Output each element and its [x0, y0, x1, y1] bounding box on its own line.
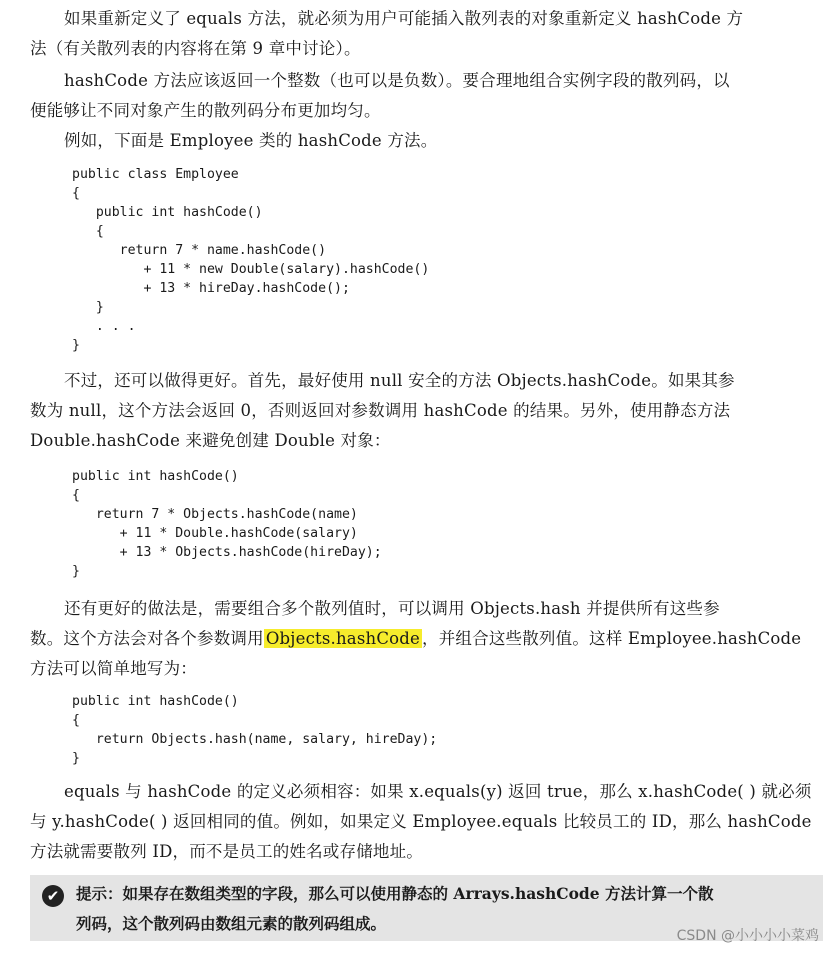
paragraph-text: 数。这个方法会对各个参数调用 — [30, 629, 264, 648]
paragraph-equals-consistency — [30, 777, 820, 867]
paragraph-line: 方法就需要散列 ID，而不是员工的姓名或存储地址。 — [30, 842, 423, 861]
paragraph-line — [30, 624, 820, 654]
paragraph-text: ，并组合这些散列值。这样 Employee.hashCode — [422, 629, 802, 648]
highlighted-text: Objects.hashCode — [265, 629, 421, 648]
paragraph-line: 如果重新定义了 equals 方法，就必须为用户可能插入散列表的对象重新定义 hashCode 方 — [64, 9, 744, 28]
paragraph-objects-hashcode — [30, 366, 820, 456]
paragraph-hashcode-return — [30, 66, 820, 126]
tip-line: 列码，这个散列码由数组元素的散列码组成。 — [76, 914, 387, 933]
paragraph-line: 还有更好的做法是，需要组合多个散列值时，可以调用 Objects.hash 并提供所有这些参 — [64, 599, 720, 618]
paragraph-line: hashCode 方法应该返回一个整数（也可以是负数）。要合理地组合实例字段的散列码，以 — [64, 71, 730, 90]
paragraph-example-intro — [30, 126, 820, 156]
paragraph-line: 例如，下面是 Employee 类的 hashCode 方法。 — [64, 131, 438, 150]
code-block-objects-hash: public int hashCode() { return Objects.hash(name, salary, hireDay); } — [72, 694, 438, 766]
paragraph-line: 不过，还可以做得更好。首先，最好使用 null 安全的方法 Objects.hashCode。如果其参 — [64, 371, 735, 390]
tip-label: 提示： — [76, 884, 123, 903]
paragraph-line: equals 与 hashCode 的定义必须相容：如果 x.equals(y) 返回 true，那么 x.hashCode( ) 就必须 — [64, 782, 812, 801]
code-block-employee-class: public class Employee { public int hashCode() { return 7 * name.hashCode() + 11 * new Double(salary).hashCode() + 13 * hireDay.hashCode(); } . . . } — [72, 167, 430, 353]
paragraph-objects-hash — [30, 594, 820, 684]
paragraph-line: 方法可以简单地写为： — [30, 659, 197, 678]
paragraph-line: 便能够让不同对象产生的散列码分布更加均匀。 — [30, 101, 381, 120]
check-icon: ✔ — [42, 885, 64, 907]
tip-line: 如果存在数组类型的字段，那么可以使用静态的 Arrays.hashCode 方法计算一个散 — [122, 884, 714, 903]
paragraph-line: 数为 null，这个方法会返回 0，否则返回对参数调用 hashCode 的结果。另外，使用静态方法 — [30, 401, 731, 420]
watermark: CSDN @小小小小菜鸡 — [676, 928, 819, 944]
code-block-objects-hashcode: public int hashCode() { return 7 * Objects.hashCode(name) + 11 * Double.hashCode(salary) + 13 * Objects.hashCode(hireDay); } — [72, 469, 382, 579]
paragraph-line: 与 y.hashCode( ) 返回相同的值。例如，如果定义 Employee.equals 比较员工的 ID，那么 hashCode — [30, 812, 812, 831]
paragraph-equals-hashcode — [30, 4, 820, 64]
paragraph-line: Double.hashCode 来避免创建 Double 对象： — [30, 431, 391, 450]
paragraph-line: 法（有关散列表的内容将在第 9 章中讨论）。 — [30, 39, 361, 58]
